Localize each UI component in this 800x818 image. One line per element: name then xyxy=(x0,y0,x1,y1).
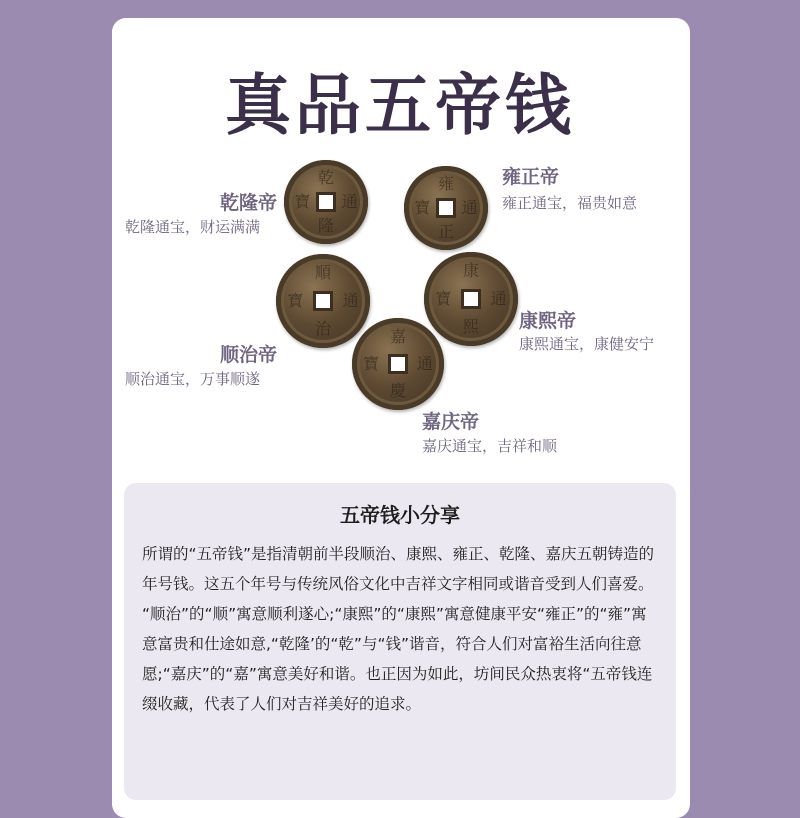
kangxi-coin-image xyxy=(424,252,518,346)
kangxi-name: 康熙帝 xyxy=(519,310,577,332)
yongzheng-name: 雍正帝 xyxy=(502,166,560,188)
coin-glyph: 通 xyxy=(490,289,507,308)
coin-glyph: 治 xyxy=(314,318,331,338)
coin-glyph: 雍 xyxy=(437,174,454,194)
jiaqing-name: 嘉庆帝 xyxy=(422,411,480,433)
coin-glyph: 寶 xyxy=(294,192,311,211)
square-hole-icon xyxy=(439,201,453,215)
coin-glyph: 寶 xyxy=(435,289,452,308)
jiaqing-desc: 嘉庆通宝，吉祥和顺 xyxy=(422,437,558,455)
info-box xyxy=(124,483,676,800)
page-title: 真品五帝钱 xyxy=(225,66,575,144)
yongzheng-coin-image xyxy=(404,166,488,250)
coin-glyph: 寶 xyxy=(414,198,431,217)
coin-glyph: 嘉 xyxy=(389,327,406,347)
coin-glyph: 寶 xyxy=(363,354,380,373)
jiaqing-coin-image xyxy=(352,318,444,410)
square-hole-icon xyxy=(319,195,333,209)
qianlong-coin-image xyxy=(284,160,368,244)
info-body xyxy=(142,539,662,719)
shunzhi-coin-image xyxy=(276,254,370,348)
coin-glyph: 慶 xyxy=(389,380,406,400)
info-paragraph-1: 所谓的“五帝钱”是指清朝前半段顺治、康熙、雍正、乾隆、嘉庆五朝铸造的年号钱。这五个年号与传统风俗文化中吉祥文字相同或谐音受到人们喜爱。 xyxy=(142,545,655,593)
coin-glyph: 寶 xyxy=(287,291,304,310)
square-hole-icon xyxy=(316,294,330,308)
qianlong-desc: 乾隆通宝，财运满满 xyxy=(125,218,261,236)
coin-glyph: 通 xyxy=(342,291,359,310)
info-paragraph-2: “顺治”的“顺”寓意顺利遂心;“康熙”的“康熙”寓意健康平安“雍正”的“雍”寓意富贵和仕途如意,“乾隆’的“乾”与“钱”谐音，符合人们对富裕生活向往意愿;“嘉庆”的“嘉”寓意美好和谐。也正因为如此，坊间民众热衷将“五帝钱连缀收藏，代表了人们对吉祥美好的追求。 xyxy=(142,605,653,713)
coin-glyph: 通 xyxy=(416,354,433,373)
coin-glyph: 順 xyxy=(314,263,331,283)
coin-glyph: 隆 xyxy=(317,215,334,235)
qianlong-name: 乾隆帝 xyxy=(220,192,278,214)
yongzheng-desc: 雍正通宝，福贵如意 xyxy=(502,194,638,212)
coin-glyph: 熙 xyxy=(462,316,479,336)
info-heading: 五帝钱小分享 xyxy=(340,503,460,527)
coin-glyph: 通 xyxy=(341,192,358,211)
coin-glyph: 正 xyxy=(437,221,454,241)
coin-glyph: 康 xyxy=(462,261,479,281)
coin-glyph: 通 xyxy=(461,198,478,217)
kangxi-desc: 康熙通宝，康健安宁 xyxy=(519,335,655,353)
shunzhi-desc: 顺治通宝，万事顺遂 xyxy=(125,370,261,388)
shunzhi-name: 顺治帝 xyxy=(220,344,278,366)
square-hole-icon xyxy=(391,357,405,371)
coin-glyph: 乾 xyxy=(317,168,334,188)
square-hole-icon xyxy=(464,292,478,306)
